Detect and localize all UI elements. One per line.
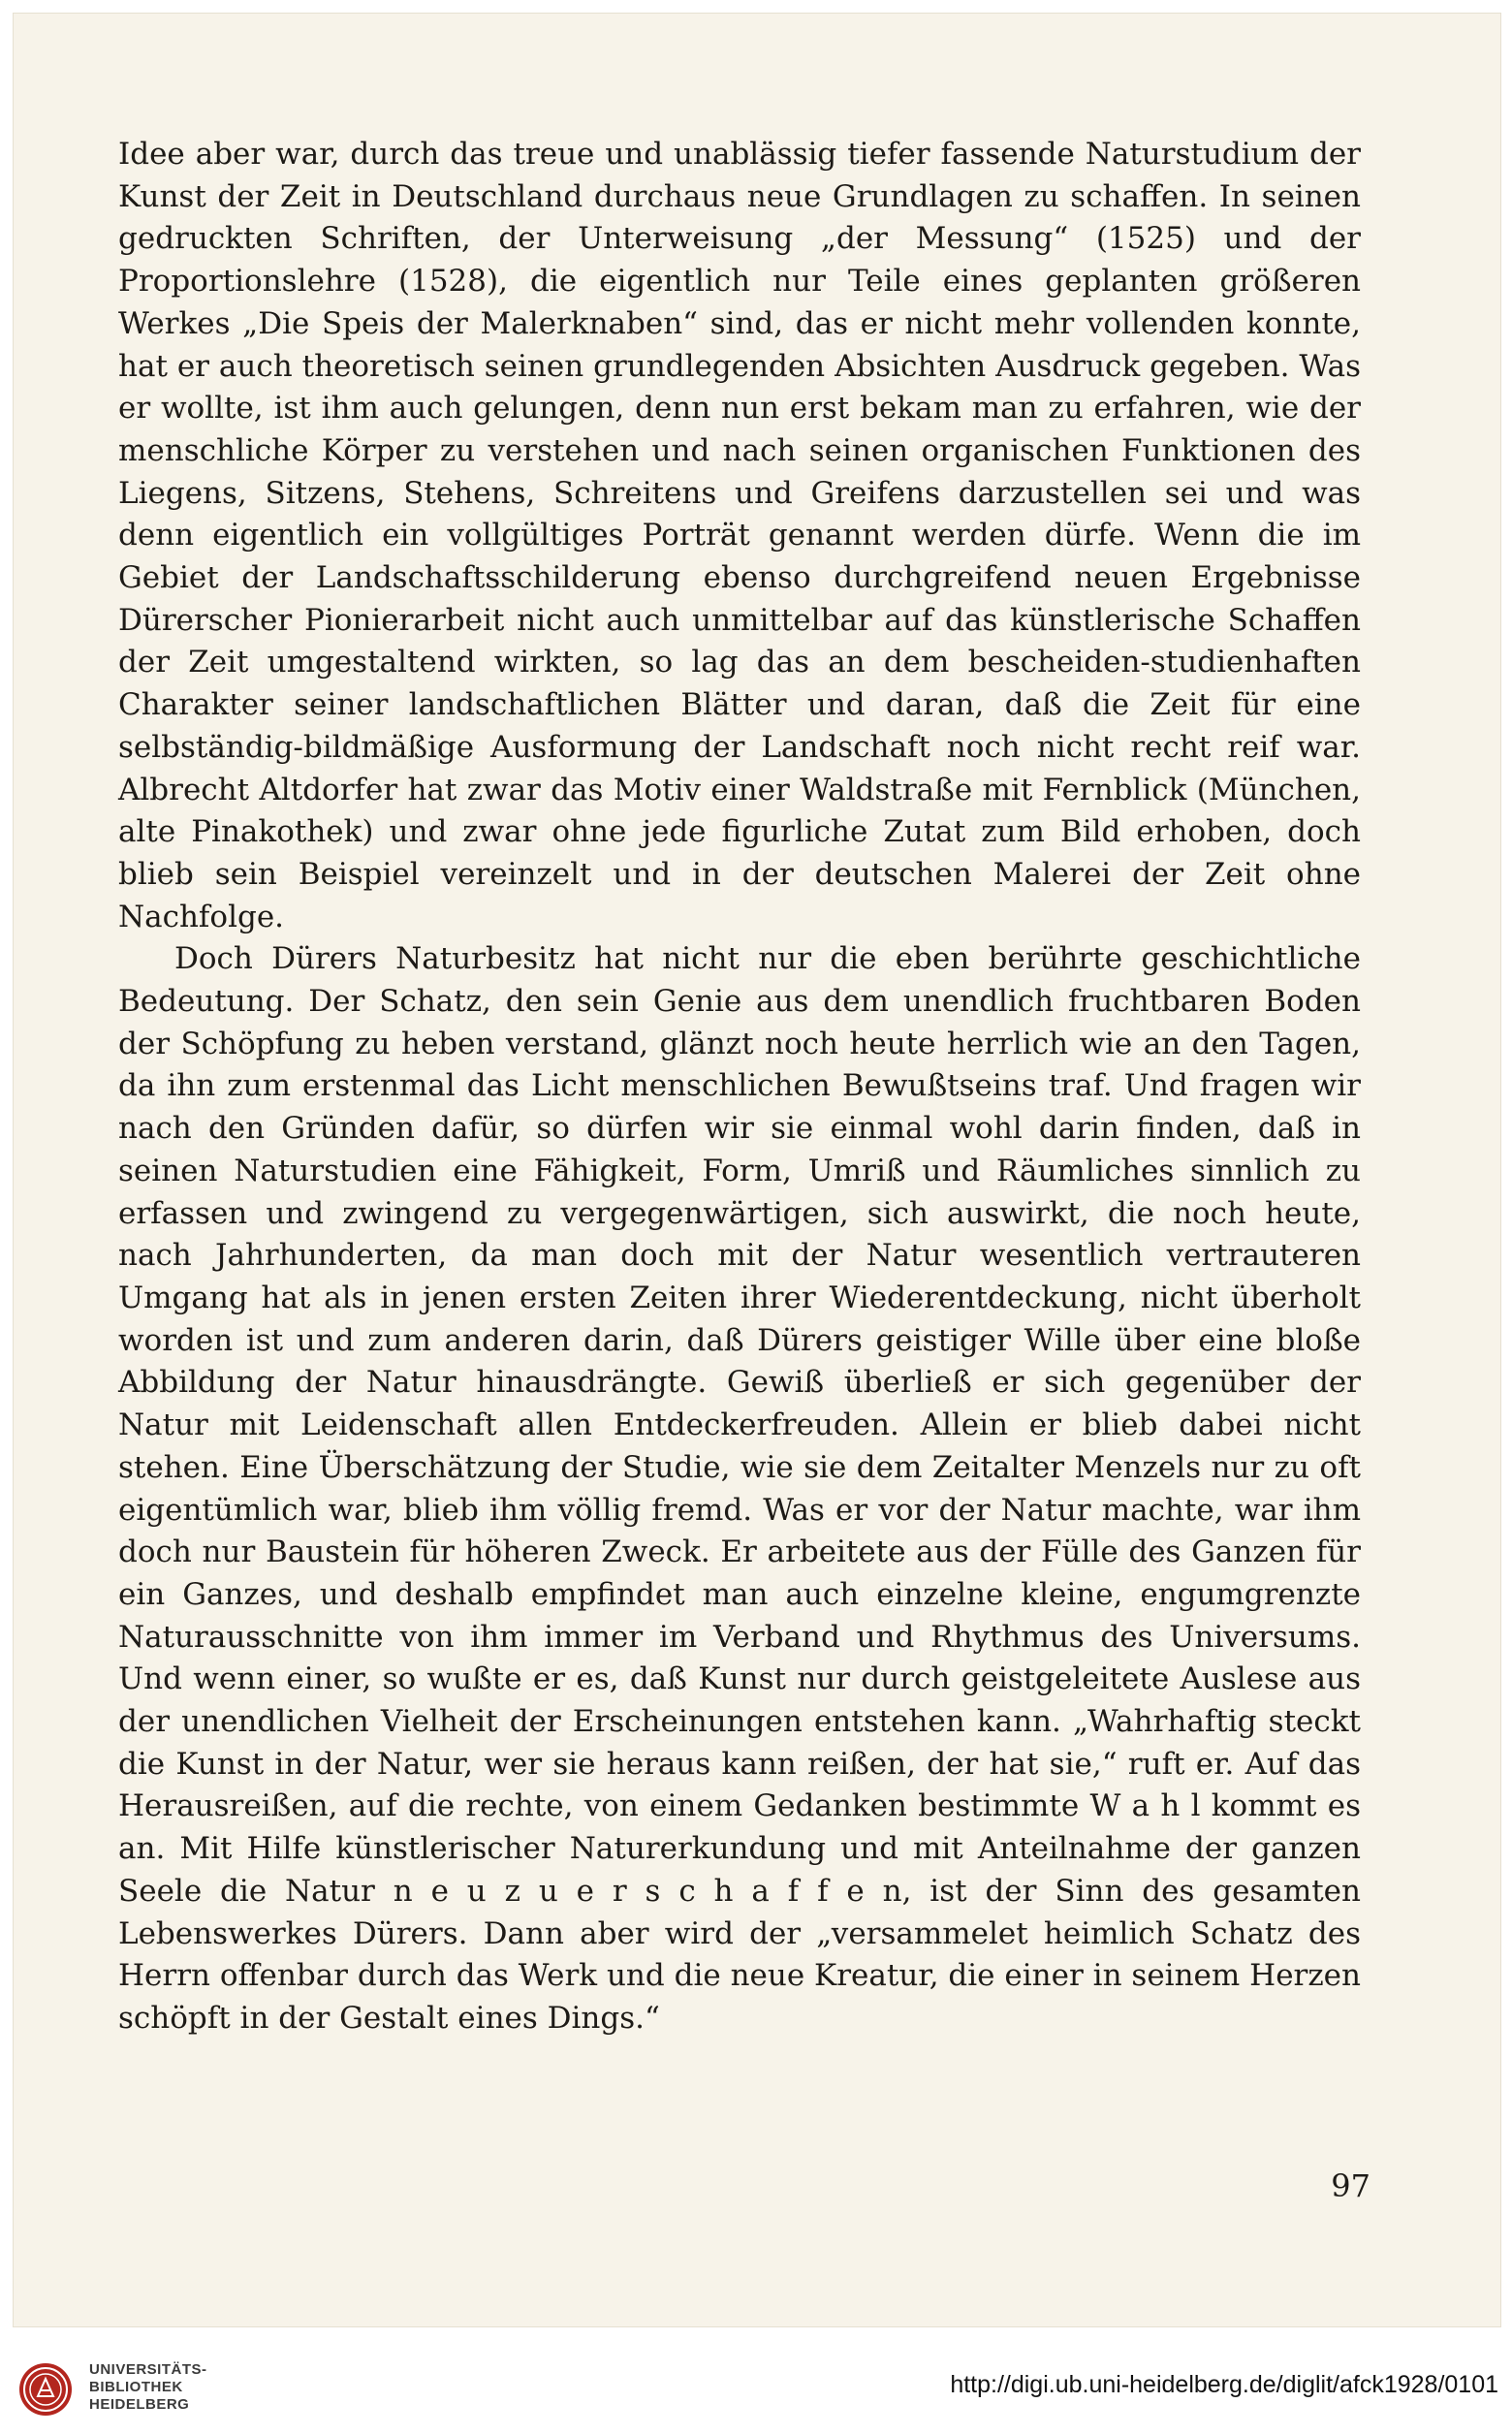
scanned-page <box>14 14 1500 2326</box>
institution-name <box>89 2361 207 2414</box>
university-seal-icon <box>17 2361 74 2418</box>
paragraph-1: Idee aber war, durch das treue und unablässig tiefer fassende Naturstudium der Kunst der Zeit in Deutschland durchaus neue Grundlagen zu schaffen. In seinen gedruckten Schriften, der Unterweisung „der Messung“ (1525) und der Proportionslehre (1528), die eigentlich nur Teile eines geplanten größeren Werkes „Die Speis der Malerknaben“ sind, das er nicht mehr vollenden konnte, hat er auch theoretisch seinen grundlegenden Absichten Ausdruck gegeben. Was er wollte, ist ihm auch gelungen, denn nun erst bekam man zu erfahren, wie der menschliche Körper zu verstehen und nach seinen organischen Funktionen des Liegens, Sitzens, Stehens, Schreitens und Greifens darzustellen sei und was denn eigentlich ein vollgültiges Porträt genannt werden dürfe. Wenn die im Gebiet der Landschaftsschilderung ebenso durchgreifend neuen Ergebnisse Dürerscher Pionierarbeit nicht auch unmittelbar auf das künstlerische Schaffen der Zeit umgestaltend wirkten, so lag das an dem bescheiden-studienhaften Charakter seiner landschaftlichen Blätter und daran, daß die Zeit für eine selbständig-bildmäßige Ausformung der Landschaft noch nicht recht reif war. Albrecht Altdorfer hat zwar das Motiv einer Waldstraße mit Fernblick (München, alte Pinakothek) und zwar ohne jede figurliche Zutat zum Bild erhoben, doch blieb sein Beispiel vereinzelt und in der deutschen Malerei der Zeit ohne Nachfolge. <box>118 137 1361 934</box>
paragraph-2: Doch Dürers Naturbesitz hat nicht nur die eben berührte geschichtliche Bedeutung. Der Schatz, den sein Genie aus dem unendlich fruchtbaren Boden der Schöpfung zu heben verstand, glänzt noch heute herrlich wie an den Tagen, da ihn zum erstenmal das Licht menschlichen Bewußtseins traf. Und fragen wir nach den Gründen dafür, so dürfen wir sie einmal wohl darin finden, daß in seinen Naturstudien eine Fähigkeit, Form, Umriß und Räumliches sinnlich zu erfassen und zwingend zu vergegenwärtigen, sich auswirkt, die noch heute, nach Jahrhunderten, da man doch mit der Natur wesentlich vertrauteren Umgang hat als in jenen ersten Zeiten ihrer Wiederentdeckung, nicht überholt worden ist und zum anderen darin, daß Dürers geistiger Wille über eine bloße Abbildung der Natur hinausdrängte. Gewiß überließ er sich gegenüber der Natur mit Leidenschaft allen Entdeckerfreuden. Allein er blieb dabei nicht stehen. Eine Überschätzung der Studie, wie sie dem Zeitalter Menzels nur zu oft eigentümlich war, blieb ihm völlig fremd. Was er vor der Natur machte, war ihm doch nur Baustein für höheren Zweck. Er arbeitete aus der Fülle des Ganzen für ein Ganzes, und deshalb empfindet man auch einzelne kleine, engumgrenzte Naturausschnitte von ihm immer im Verband und Rhythmus des Universums. Und wenn einer, so wußte er es, daß Kunst nur durch geistgeleitete Auslese aus der unendlichen Vielheit der Erscheinungen entstehen kann. „Wahrhaftig steckt die Kunst in der Natur, wer sie heraus kann reißen, der hat sie,“ ruft er. Auf das Herausreißen, auf die rechte, von einem Gedanken bestimmte W a h l kommt es an. Mit Hilfe künstlerischer Naturerkundung und mit Anteilnahme der ganzen Seele die Natur n e u z u e r s c h a f f e n, ist der Sinn des gesamten Lebenswerkes Dürers. Dann aber wird der „versammelet heimlich Schatz des Herrn offenbar durch das Werk und die neue Kreatur, die einer in seinem Herzen schöpft in der Gestalt eines Dings.“ <box>118 941 1361 2036</box>
footer <box>0 2330 1512 2435</box>
source-url-link[interactable]: http://digi.ub.uni-heidelberg.de/diglit/afck1928/0101 <box>950 2371 1498 2398</box>
institution-line-2: BIBLIOTHEK <box>89 2379 183 2395</box>
page-number: 97 <box>1331 2167 1370 2204</box>
institution-line-3: HEIDELBERG <box>89 2396 190 2413</box>
institution-line-1: UNIVERSITÄTS- <box>89 2361 207 2378</box>
body-text <box>118 134 1361 2040</box>
